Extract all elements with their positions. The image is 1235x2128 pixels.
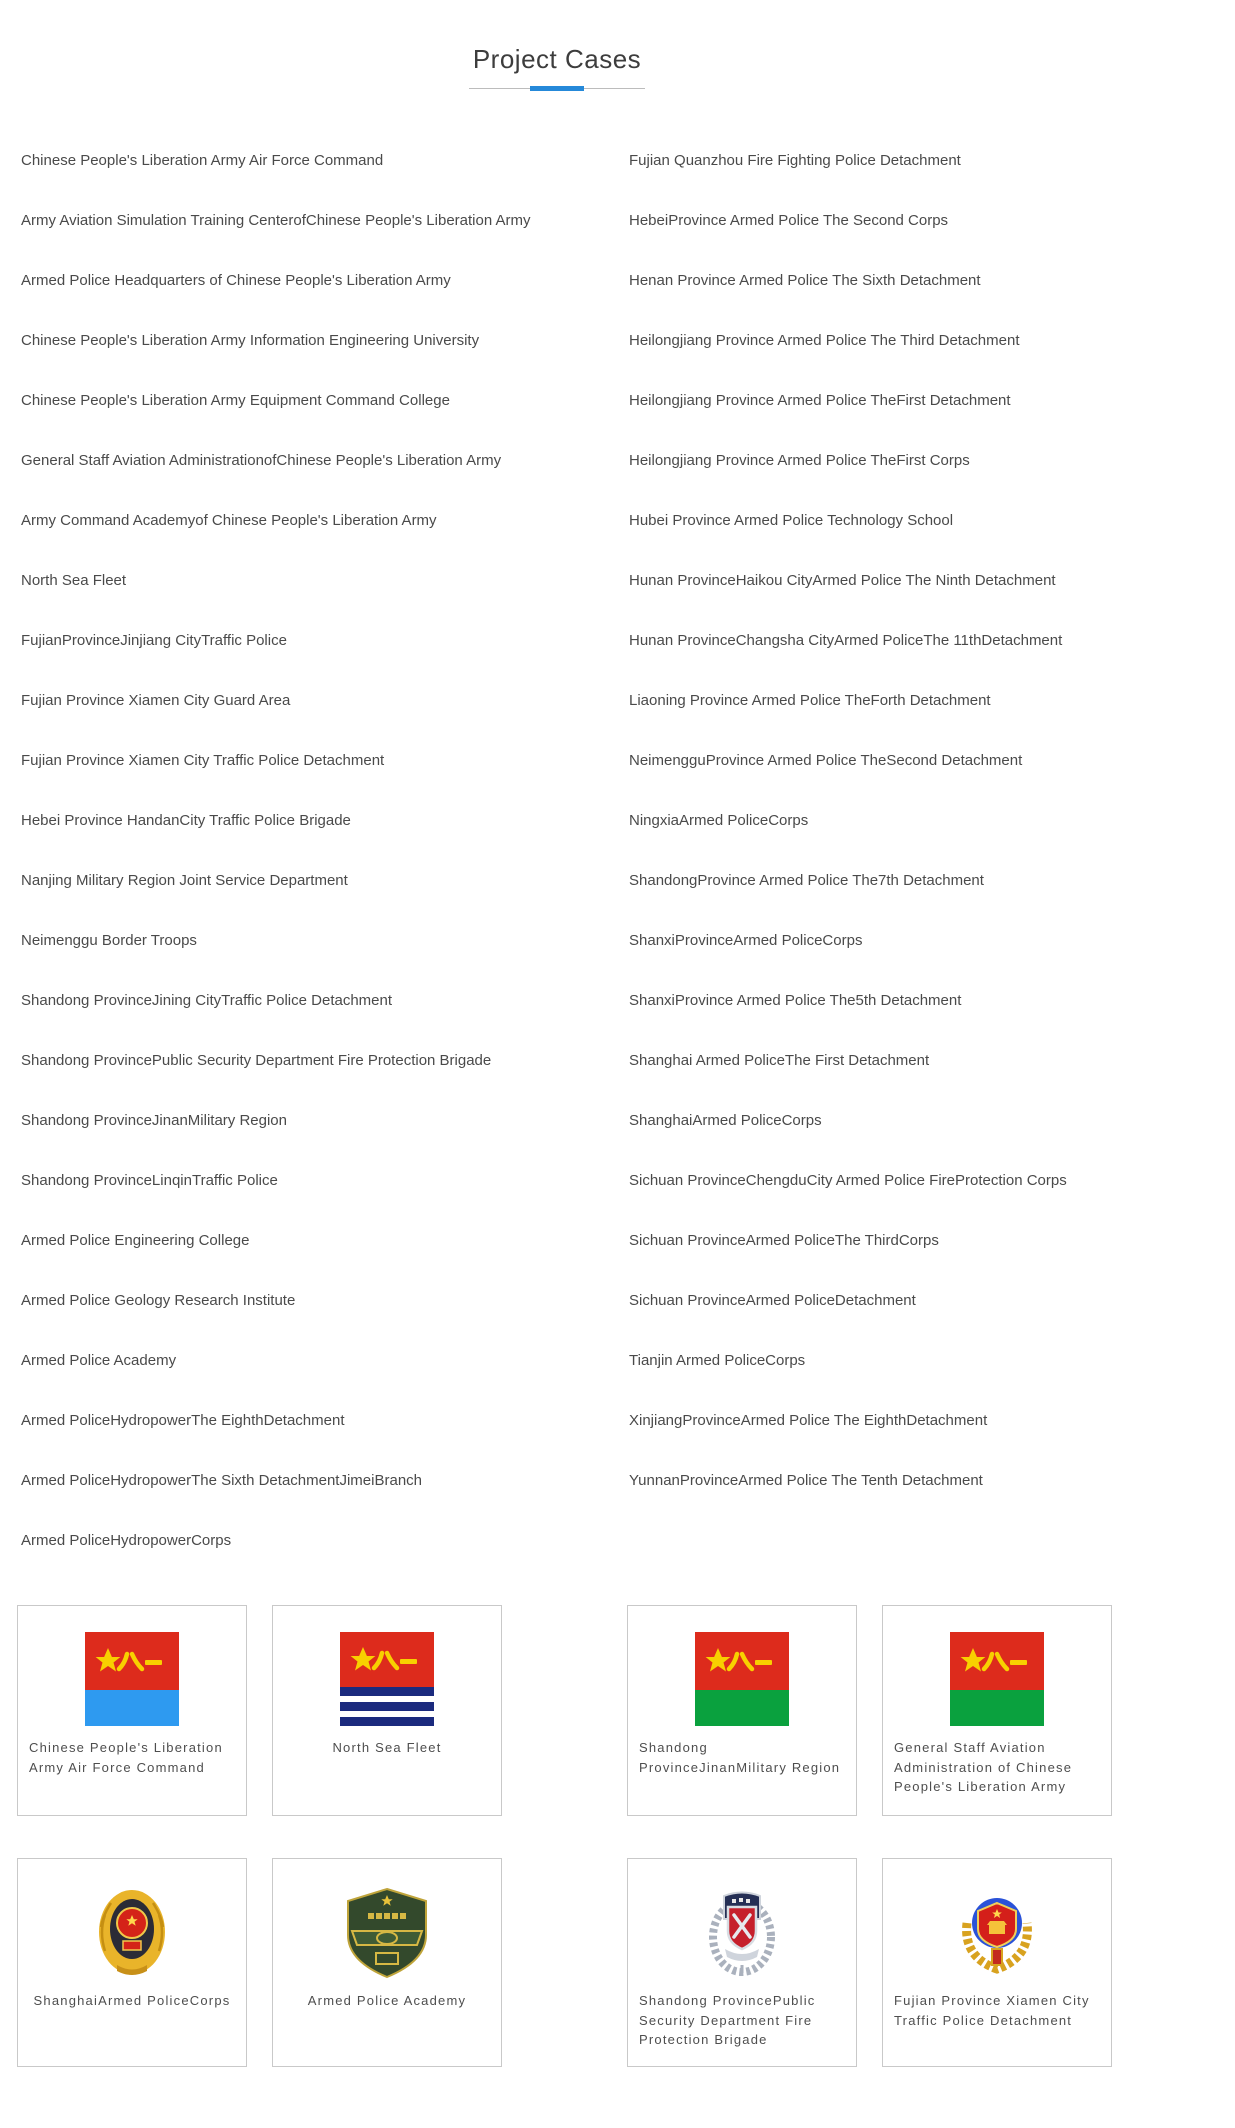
- list-item: Fujian Quanzhou Fire Fighting Police Detachment: [629, 151, 961, 169]
- list-item: Fujian Province Xiamen City Traffic Police Detachment: [21, 751, 385, 769]
- pla-airforce-flag-icon: [85, 1632, 179, 1726]
- list-item: YunnanProvinceArmed Police The Tenth Detachment: [629, 1471, 983, 1489]
- project-card: [627, 1605, 857, 1816]
- list-item: Armed Police Academy: [21, 1351, 177, 1369]
- list-item: Henan Province Armed Police The Sixth Detachment: [629, 271, 981, 289]
- list-item: North Sea Fleet: [21, 571, 127, 589]
- list-item: NeimengguProvince Armed Police TheSecond Detachment: [629, 751, 1023, 769]
- list-item: HebeiProvince Armed Police The Second Corps: [629, 211, 949, 229]
- list-item: ShanxiProvinceArmed PoliceCorps: [629, 931, 863, 949]
- card-caption: Shandong ProvincePublic Security Department Fire Protection Brigade: [639, 1993, 816, 2047]
- project-card: [882, 1605, 1112, 1816]
- list-item: ShandongProvince Armed Police The7th Detachment: [629, 871, 984, 889]
- list-item: Armed Police Engineering College: [21, 1231, 250, 1249]
- list-item: Heilongjiang Province Armed Police TheFirst Corps: [629, 451, 970, 469]
- list-item: Shandong ProvincePublic Security Department Fire Protection Brigade: [21, 1051, 492, 1069]
- list-item: Chinese People's Liberation Army Information Engineering University: [21, 331, 480, 349]
- page-title: Project Cases: [472, 44, 642, 74]
- project-list-left: [21, 130, 531, 1570]
- list-item: Shanghai Armed PoliceThe First Detachment: [629, 1051, 930, 1069]
- list-item: NingxiaArmed PoliceCorps: [629, 811, 809, 829]
- list-item: Fujian Province Xiamen City Guard Area: [21, 691, 291, 709]
- list-item: General Staff Aviation AdministrationofChinese People's Liberation Army: [21, 451, 502, 469]
- page-header: [0, 44, 1114, 89]
- list-item: Sichuan ProvinceArmed PoliceThe ThirdCorps: [629, 1231, 939, 1249]
- list-item: Neimenggu Border Troops: [21, 931, 197, 949]
- list-item: ShanxiProvince Armed Police The5th Detachment: [629, 991, 962, 1009]
- card-caption: ShanghaiArmed PoliceCorps: [33, 1993, 231, 2008]
- title-divider-accent: [530, 86, 584, 91]
- card-caption: Armed Police Academy: [307, 1993, 467, 2008]
- list-item: Armed Police Geology Research Institute: [21, 1291, 296, 1309]
- traffic-police-emblem-icon: [950, 1885, 1044, 1979]
- list-item: Liaoning Province Armed Police TheForth Detachment: [629, 691, 991, 709]
- list-item: FujianProvinceJinjiang CityTraffic Police: [21, 631, 287, 649]
- card-caption: Chinese People's Liberation Army Air Force Command: [29, 1740, 223, 1775]
- pla-army-flag-icon: [695, 1632, 789, 1726]
- project-card: [272, 1605, 502, 1816]
- pla-army-flag-icon: [950, 1632, 1044, 1726]
- project-card: [17, 1858, 247, 2067]
- project-card: [17, 1605, 247, 1816]
- project-card: [627, 1858, 857, 2067]
- card-caption: General Staff Aviation Administration of Chinese People's Liberation Army: [894, 1740, 1073, 1794]
- list-item: Hunan ProvinceChangsha CityArmed PoliceThe 11thDetachment: [629, 631, 1063, 649]
- card-caption: North Sea Fleet: [332, 1740, 442, 1755]
- list-item: Shandong ProvinceJining CityTraffic Police Detachment: [21, 991, 393, 1009]
- list-item: Chinese People's Liberation Army Air Force Command: [21, 151, 384, 169]
- list-item: Nanjing Military Region Joint Service Department: [21, 871, 348, 889]
- list-item: Shandong ProvinceLinqinTraffic Police: [21, 1171, 278, 1189]
- title-divider: [469, 88, 645, 89]
- project-card: [272, 1858, 502, 2067]
- north-sea-fleet-flag-icon: [340, 1632, 434, 1726]
- list-item: Shandong ProvinceJinanMilitary Region: [21, 1111, 287, 1129]
- card-caption: Shandong ProvinceJinanMilitary Region: [639, 1740, 841, 1775]
- list-item: Armed Police Headquarters of Chinese People's Liberation Army: [21, 271, 451, 289]
- armed-police-emblem-icon: [85, 1885, 179, 1979]
- list-item: XinjiangProvinceArmed Police The EighthDetachment: [629, 1411, 988, 1429]
- academy-badge-icon: [340, 1885, 434, 1979]
- list-item: Hubei Province Armed Police Technology School: [629, 511, 954, 529]
- card-caption: Fujian Province Xiamen City Traffic Police Detachment: [894, 1993, 1090, 2028]
- list-item: Sichuan ProvinceChengduCity Armed Police FireProtection Corps: [629, 1171, 1067, 1189]
- list-item: Armed PoliceHydropowerThe Sixth DetachmentJimeiBranch: [21, 1471, 423, 1489]
- list-item: Tianjin Armed PoliceCorps: [629, 1351, 806, 1369]
- list-item: Army Aviation Simulation Training CenterofChinese People's Liberation Army: [21, 211, 531, 229]
- project-card: [882, 1858, 1112, 2067]
- list-item: Heilongjiang Province Armed Police The Third Detachment: [629, 331, 1020, 349]
- list-item: Army Command Academyof Chinese People's Liberation Army: [21, 511, 437, 529]
- list-item: Armed PoliceHydropowerThe EighthDetachment: [21, 1411, 345, 1429]
- list-item: Heilongjiang Province Armed Police TheFirst Detachment: [629, 391, 1011, 409]
- list-item: Sichuan ProvinceArmed PoliceDetachment: [629, 1291, 916, 1309]
- project-list-right: [629, 130, 1067, 1510]
- list-item: Hebei Province HandanCity Traffic Police Brigade: [21, 811, 351, 829]
- list-item: Armed PoliceHydropowerCorps: [21, 1531, 232, 1549]
- fire-brigade-badge-icon: [695, 1885, 789, 1979]
- list-item: Chinese People's Liberation Army Equipment Command College: [21, 391, 450, 409]
- list-item: ShanghaiArmed PoliceCorps: [629, 1111, 822, 1129]
- list-item: Hunan ProvinceHaikou CityArmed Police The Ninth Detachment: [629, 571, 1056, 589]
